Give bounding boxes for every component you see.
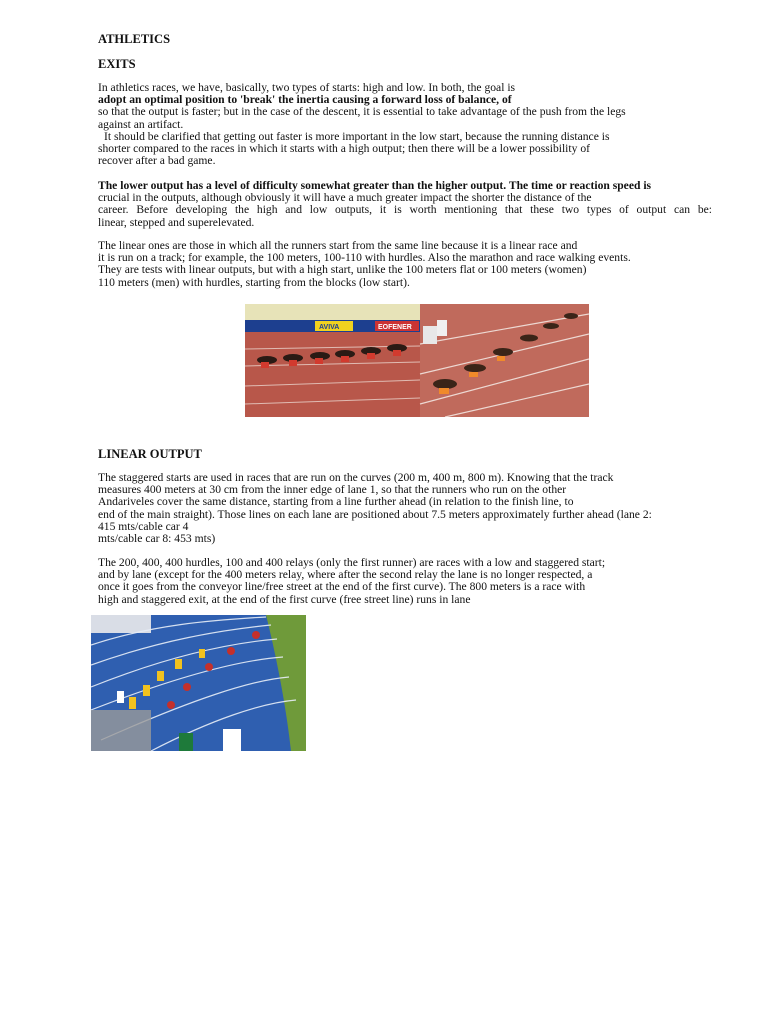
text-line: so that the output is faster; but in the case of the descent, it is essential to take advantage of the push from the legs (98, 105, 626, 119)
text-line: and by lane (except for the 400 meters relay, where after the second relay the lane is no longer respected, a (98, 568, 593, 582)
text-line: They are tests with linear outputs, but with a high start, unlike the 100 meters flat or 100 meters (women) (98, 263, 587, 277)
paragraph-staggered-races (98, 557, 712, 606)
paragraph-starts (98, 82, 712, 167)
text-line: it is run on a track; for example, the 100 meters, 100-110 with hurdles. Also the marathon and race walking events. (98, 251, 631, 265)
text-line: mts/cable car 8: 453 mts) (98, 532, 216, 546)
staggered-start-photo (91, 615, 306, 751)
text-line: Andariveles cover the same distance, starting from a line further ahead (in relation to the finish line, to (98, 495, 574, 509)
text-line: adopt an optimal position to 'break' the inertia causing a forward loss of balance, of (98, 93, 512, 107)
banner-text: EOFENER (378, 324, 412, 331)
banner-text: AVIVA (319, 324, 340, 331)
text-line: end of the main straight). Those lines on each lane are positioned about 7.5 meters approximately further ahead (lane 2: (98, 507, 652, 521)
text-line: shorter compared to the races in which it starts with a high output; then there will be a lower possibility of (98, 142, 590, 156)
staggered-start-illustration (91, 615, 306, 751)
text-line: once it goes from the conveyor line/free street at the end of the first curve). The 800 meters is a race with (98, 580, 586, 594)
paragraph-staggered (98, 472, 712, 545)
text-line: crucial in the outputs, although obviously it will have a much greater impact the shorter the distance of the (98, 191, 592, 205)
paragraph-linear (98, 240, 712, 289)
section-heading-linear-output: LINEAR OUTPUT (98, 447, 202, 461)
text-line: 415 mts/cable car 4 (98, 519, 189, 533)
paragraph-lower-output (98, 180, 712, 229)
text-line: linear, stepped and superelevated. (98, 215, 255, 229)
text-line: It should be clarified that getting out faster is more important in the low start, because the running distance is (104, 129, 610, 143)
text-line: recover after a bad game. (98, 154, 216, 168)
text-line: The 200, 400, 400 hurdles, 100 and 400 relays (only the first runner) are races with a low and staggered start; (98, 556, 606, 569)
text-line: The linear ones are those in which all the runners start from the same line because it is a linear race and (98, 239, 578, 252)
text-line: The lower output has a level of difficulty somewhat greater than the higher output. The time or reaction speed is (98, 179, 652, 192)
text-line: In athletics races, we have, basically, two types of starts: high and low. In both, the goal is (98, 81, 516, 94)
text-line: 110 meters (men) with hurdles, starting from the blocks (low start). (98, 275, 410, 289)
sprint-start-photo (245, 304, 589, 417)
text-line: career. Before developing the high and low outputs, it is worth mentioning that these two types of output can be: (98, 203, 712, 217)
text-line: high and staggered exit, at the end of the first curve (free street line) runs in lane (98, 592, 471, 606)
page-title: ATHLETICS (98, 32, 171, 46)
text-line: The staggered starts are used in races that are run on the curves (200 m, 400 m, 800 m). Knowing that the track (98, 471, 614, 484)
text-line: measures 400 meters at 30 cm from the inner edge of lane 1, so that the runners who run on the other (98, 483, 567, 497)
section-heading-exits: EXITS (98, 57, 136, 71)
sprint-start-illustration (245, 304, 589, 417)
text-line: against an artifact. (98, 117, 184, 131)
